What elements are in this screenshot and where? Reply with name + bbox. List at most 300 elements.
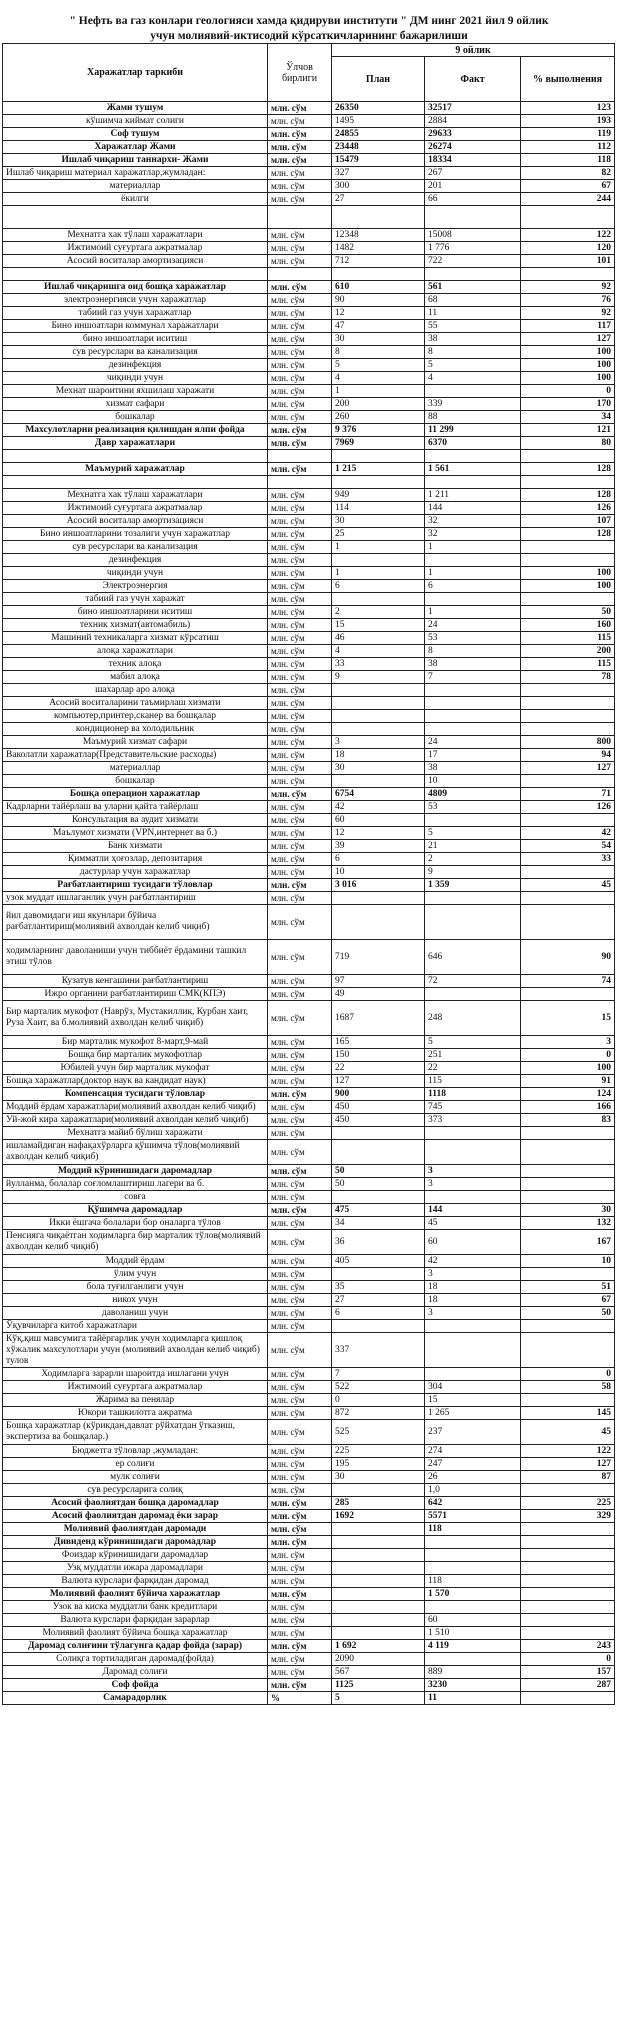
row-plan-cell bbox=[332, 1627, 425, 1640]
row-plan-cell: 1 692 bbox=[332, 1640, 425, 1653]
row-percent-cell: 107 bbox=[521, 515, 615, 528]
row-unit-cell: млн. сўм bbox=[268, 1368, 332, 1381]
table-row bbox=[3, 398, 615, 411]
row-unit-cell: млн. сўм bbox=[268, 463, 332, 476]
table-row bbox=[3, 255, 615, 268]
row-plan-cell: 1495 bbox=[332, 115, 425, 128]
row-plan-cell: 60 bbox=[332, 814, 425, 827]
row-name-cell: Фоиздар кўринишидаги даромадлар bbox=[3, 1549, 268, 1562]
row-unit-cell: млн. сўм bbox=[268, 1062, 332, 1075]
row-percent-cell: 10 bbox=[521, 1255, 615, 1268]
table-row bbox=[3, 1575, 615, 1588]
row-plan-cell: 200 bbox=[332, 398, 425, 411]
row-percent-cell: 128 bbox=[521, 463, 615, 476]
row-unit-cell: млн. сўм bbox=[268, 359, 332, 372]
row-plan-cell: 260 bbox=[332, 411, 425, 424]
row-name-cell: Пенсияга чиқаётган ходимларга бир марталик тўлов(молиявий ахволдан келиб чиқиб) bbox=[3, 1230, 268, 1255]
row-fact-cell bbox=[425, 814, 521, 827]
row-name-cell bbox=[3, 268, 268, 281]
row-plan-cell: 34 bbox=[332, 1217, 425, 1230]
table-row bbox=[3, 1268, 615, 1281]
row-name-cell: Ишлаб чиқаришга оид бошқа харажатлар bbox=[3, 281, 268, 294]
row-percent-cell: 90 bbox=[521, 940, 615, 975]
row-fact-cell: 4 119 bbox=[425, 1640, 521, 1653]
row-plan-cell bbox=[332, 1320, 425, 1333]
row-plan-cell: 450 bbox=[332, 1101, 425, 1114]
table-row bbox=[3, 567, 615, 580]
row-name-cell: бино иншоатлари иситиш bbox=[3, 333, 268, 346]
row-percent-cell: 91 bbox=[521, 1075, 615, 1088]
row-percent-cell: 126 bbox=[521, 801, 615, 814]
table-row bbox=[3, 1062, 615, 1075]
row-name-cell: мабил алоқа bbox=[3, 671, 268, 684]
row-fact-cell: 1 265 bbox=[425, 1407, 521, 1420]
row-plan-cell: 7969 bbox=[332, 437, 425, 450]
row-plan-cell: 127 bbox=[332, 1075, 425, 1088]
row-name-cell: Қўшимча даромадлар bbox=[3, 1204, 268, 1217]
table-row bbox=[3, 541, 615, 554]
row-fact-cell: 1 510 bbox=[425, 1627, 521, 1640]
row-unit-cell: млн. сўм bbox=[268, 593, 332, 606]
row-name-cell: Соф фойда bbox=[3, 1679, 268, 1692]
row-unit-cell: млн. сўм bbox=[268, 1114, 332, 1127]
row-fact-cell: 32 bbox=[425, 528, 521, 541]
table-row bbox=[3, 1101, 615, 1114]
row-name-cell: табиий газ учун харажат bbox=[3, 593, 268, 606]
row-fact-cell bbox=[425, 593, 521, 606]
row-unit-cell: млн. сўм bbox=[268, 333, 332, 346]
row-percent-cell bbox=[521, 1178, 615, 1191]
row-percent-cell: 193 bbox=[521, 115, 615, 128]
row-name-cell: Ўқувчиларга китоб харажатлари bbox=[3, 1320, 268, 1333]
row-percent-cell bbox=[521, 1627, 615, 1640]
row-plan-cell: 97 bbox=[332, 975, 425, 988]
row-unit-cell: млн. сўм bbox=[268, 229, 332, 242]
row-unit-cell: млн. сўм bbox=[268, 1049, 332, 1062]
row-plan-cell: 114 bbox=[332, 502, 425, 515]
row-name-cell: Компенсация тусидаги тўловлар bbox=[3, 1088, 268, 1101]
row-percent-cell: 94 bbox=[521, 749, 615, 762]
row-fact-cell: 6 bbox=[425, 580, 521, 593]
table-row bbox=[3, 1088, 615, 1101]
row-unit-cell: млн. сўм bbox=[268, 940, 332, 975]
table-row bbox=[3, 193, 615, 206]
row-name-cell: чиқинди учун bbox=[3, 567, 268, 580]
row-percent-cell bbox=[521, 775, 615, 788]
row-percent-cell: 115 bbox=[521, 658, 615, 671]
row-name-cell: Мехнат шароитини яхшилаш харажати bbox=[3, 385, 268, 398]
row-name-cell: Даромад солиғи bbox=[3, 1666, 268, 1679]
row-plan-cell: 405 bbox=[332, 1255, 425, 1268]
row-name-cell: хизмат сафари bbox=[3, 398, 268, 411]
table-row bbox=[3, 775, 615, 788]
row-plan-cell: 23448 bbox=[332, 141, 425, 154]
table-row bbox=[3, 1471, 615, 1484]
row-fact-cell: 237 bbox=[425, 1420, 521, 1445]
row-name-cell: ишламайдиган нафақахўрларга қўшимча тўлов(молиявий ахволдан келиб чиқиб) bbox=[3, 1140, 268, 1165]
row-unit-cell: млн. сўм bbox=[268, 515, 332, 528]
row-name-cell: сув ресурслари ва канализация bbox=[3, 346, 268, 359]
row-percent-cell: 0 bbox=[521, 385, 615, 398]
row-fact-cell: 6370 bbox=[425, 437, 521, 450]
row-fact-cell bbox=[425, 1368, 521, 1381]
row-plan-cell: 225 bbox=[332, 1445, 425, 1458]
table-row bbox=[3, 749, 615, 762]
row-unit-cell: млн. сўм bbox=[268, 1549, 332, 1562]
row-name-cell: материаллар bbox=[3, 180, 268, 193]
row-plan-cell: 6754 bbox=[332, 788, 425, 801]
row-fact-cell bbox=[425, 1653, 521, 1666]
row-percent-cell: 51 bbox=[521, 1281, 615, 1294]
row-unit-cell: млн. сўм bbox=[268, 1666, 332, 1679]
row-unit-cell: млн. сўм bbox=[268, 1523, 332, 1536]
row-name-cell: техник алоқа bbox=[3, 658, 268, 671]
row-unit-cell: млн. сўм bbox=[268, 346, 332, 359]
row-unit-cell: млн. сўм bbox=[268, 567, 332, 580]
row-percent-cell: 34 bbox=[521, 411, 615, 424]
row-percent-cell bbox=[521, 268, 615, 281]
row-fact-cell: 24 bbox=[425, 619, 521, 632]
row-fact-cell bbox=[425, 988, 521, 1001]
row-unit-cell: млн. сўм bbox=[268, 975, 332, 988]
row-unit-cell: млн. сўм bbox=[268, 115, 332, 128]
row-plan-cell: 27 bbox=[332, 193, 425, 206]
row-fact-cell: 1 561 bbox=[425, 463, 521, 476]
table-row bbox=[3, 671, 615, 684]
row-plan-cell bbox=[332, 476, 425, 489]
table-row bbox=[3, 424, 615, 437]
row-unit-cell: млн. сўм bbox=[268, 294, 332, 307]
row-fact-cell: 18 bbox=[425, 1294, 521, 1307]
table-row bbox=[3, 1204, 615, 1217]
row-name-cell: Ходимларга зарарли шароитда ишлагани учун bbox=[3, 1368, 268, 1381]
row-name-cell: табиий газ учун харажатлар bbox=[3, 307, 268, 320]
table-row bbox=[3, 853, 615, 866]
row-plan-cell bbox=[332, 1601, 425, 1614]
row-fact-cell: 1 bbox=[425, 541, 521, 554]
table-row bbox=[3, 1140, 615, 1165]
row-plan-cell: 47 bbox=[332, 320, 425, 333]
row-name-cell: Ижтимоий суғуртага ажратмалар bbox=[3, 1381, 268, 1394]
row-plan-cell bbox=[332, 554, 425, 567]
row-fact-cell: 1118 bbox=[425, 1088, 521, 1101]
row-percent-cell bbox=[521, 476, 615, 489]
row-percent-cell bbox=[521, 1484, 615, 1497]
row-plan-cell bbox=[332, 1562, 425, 1575]
row-percent-cell bbox=[521, 892, 615, 905]
row-fact-cell: 88 bbox=[425, 411, 521, 424]
row-percent-cell bbox=[521, 684, 615, 697]
row-fact-cell: 1 211 bbox=[425, 489, 521, 502]
row-unit-cell: млн. сўм bbox=[268, 606, 332, 619]
row-name-cell: Бошқа бир марталик мукофотлар bbox=[3, 1049, 268, 1062]
row-name-cell: Икки ёшгача болалари бор оналарга тўлов bbox=[3, 1217, 268, 1230]
row-fact-cell: 144 bbox=[425, 502, 521, 515]
row-plan-cell: 36 bbox=[332, 1230, 425, 1255]
row-name-cell: Асосий фаолиятдан бошқа даромадлар bbox=[3, 1497, 268, 1510]
row-plan-cell: 1692 bbox=[332, 1510, 425, 1523]
row-fact-cell: 722 bbox=[425, 255, 521, 268]
row-percent-cell: 82 bbox=[521, 167, 615, 180]
row-percent-cell bbox=[521, 1692, 615, 1705]
table-row bbox=[3, 1497, 615, 1510]
table-row bbox=[3, 320, 615, 333]
header-period: 9 ойлик bbox=[332, 44, 615, 57]
row-unit-cell: млн. сўм bbox=[268, 154, 332, 167]
row-name-cell: Самарадорлик bbox=[3, 1692, 268, 1705]
row-name-cell: Асосий воситалар амортизацияси bbox=[3, 255, 268, 268]
row-fact-cell: 304 bbox=[425, 1381, 521, 1394]
row-percent-cell: 92 bbox=[521, 281, 615, 294]
row-name-cell: Юбилей учун бир марталик мукофат bbox=[3, 1062, 268, 1075]
row-fact-cell: 1,0 bbox=[425, 1484, 521, 1497]
row-plan-cell: 8 bbox=[332, 346, 425, 359]
row-fact-cell: 4809 bbox=[425, 788, 521, 801]
row-percent-cell: 132 bbox=[521, 1217, 615, 1230]
row-plan-cell bbox=[332, 1140, 425, 1165]
table-row bbox=[3, 940, 615, 975]
row-plan-cell: 12 bbox=[332, 827, 425, 840]
table-row bbox=[3, 281, 615, 294]
row-plan-cell bbox=[332, 1268, 425, 1281]
row-percent-cell: 121 bbox=[521, 424, 615, 437]
row-plan-cell: 949 bbox=[332, 489, 425, 502]
row-unit-cell: млн. сўм bbox=[268, 1381, 332, 1394]
row-percent-cell bbox=[521, 1165, 615, 1178]
header-cost-structure: Харажатлар таркиби bbox=[3, 44, 268, 102]
table-row bbox=[3, 372, 615, 385]
table-row bbox=[3, 1394, 615, 1407]
row-fact-cell bbox=[425, 1191, 521, 1204]
table-row bbox=[3, 385, 615, 398]
row-name-cell: Бир марталик мукофот 8-март,9-май bbox=[3, 1036, 268, 1049]
row-plan-cell: 337 bbox=[332, 1333, 425, 1368]
table-row bbox=[3, 1458, 615, 1471]
table-row bbox=[3, 710, 615, 723]
row-unit-cell: млн. сўм bbox=[268, 658, 332, 671]
table-row bbox=[3, 1178, 615, 1191]
row-percent-cell: 112 bbox=[521, 141, 615, 154]
row-name-cell: Маъмурий харажатлар bbox=[3, 463, 268, 476]
row-unit-cell: млн. сўм bbox=[268, 489, 332, 502]
row-unit-cell: млн. сўм bbox=[268, 1562, 332, 1575]
row-fact-cell: 646 bbox=[425, 940, 521, 975]
row-percent-cell: 117 bbox=[521, 320, 615, 333]
table-row bbox=[3, 242, 615, 255]
row-plan-cell: 4 bbox=[332, 372, 425, 385]
row-plan-cell: 42 bbox=[332, 801, 425, 814]
row-plan-cell: 30 bbox=[332, 333, 425, 346]
row-plan-cell: 6 bbox=[332, 1307, 425, 1320]
row-plan-cell bbox=[332, 1523, 425, 1536]
row-plan-cell: 522 bbox=[332, 1381, 425, 1394]
table-row bbox=[3, 102, 615, 115]
row-plan-cell bbox=[332, 1588, 425, 1601]
table-row bbox=[3, 1217, 615, 1230]
row-name-cell: ёкилги bbox=[3, 193, 268, 206]
row-fact-cell: 21 bbox=[425, 840, 521, 853]
table-row bbox=[3, 502, 615, 515]
row-percent-cell bbox=[521, 1320, 615, 1333]
row-unit-cell: млн. сўм bbox=[268, 1601, 332, 1614]
row-fact-cell: 144 bbox=[425, 1204, 521, 1217]
row-unit-cell: млн. сўм bbox=[268, 723, 332, 736]
row-percent-cell: 126 bbox=[521, 502, 615, 515]
row-unit-cell: млн. сўм bbox=[268, 1307, 332, 1320]
row-name-cell: чиқинди учун bbox=[3, 372, 268, 385]
row-unit-cell: млн. сўм bbox=[268, 281, 332, 294]
row-unit-cell: млн. сўм bbox=[268, 1333, 332, 1368]
row-name-cell: шахарлар аро алоқа bbox=[3, 684, 268, 697]
row-unit-cell: млн. сўм bbox=[268, 879, 332, 892]
row-unit-cell: млн. сўм bbox=[268, 1127, 332, 1140]
row-name-cell: Мехнатга майиб бўлиш харажати bbox=[3, 1127, 268, 1140]
table-row bbox=[3, 879, 615, 892]
row-name-cell: Ижро органини рағбатлантириш СМК(КПЭ) bbox=[3, 988, 268, 1001]
row-unit-cell: млн. сўм bbox=[268, 684, 332, 697]
table-row bbox=[3, 619, 615, 632]
row-unit-cell: млн. сўм bbox=[268, 242, 332, 255]
row-percent-cell: 200 bbox=[521, 645, 615, 658]
row-name-cell: дезинфекция bbox=[3, 359, 268, 372]
row-plan-cell bbox=[332, 1127, 425, 1140]
row-name-cell: бино иншоатларини иситиш bbox=[3, 606, 268, 619]
table-row bbox=[3, 307, 615, 320]
row-unit-cell: млн. сўм bbox=[268, 619, 332, 632]
row-percent-cell: 244 bbox=[521, 193, 615, 206]
row-fact-cell: 3 bbox=[425, 1307, 521, 1320]
table-row bbox=[3, 1549, 615, 1562]
row-unit-cell: млн. сўм bbox=[268, 528, 332, 541]
row-name-cell: Бошқа харажатлар(доктор наук ва кандидат наук) bbox=[3, 1075, 268, 1088]
row-name-cell: Ижтимоий суғуртага ажратмалар bbox=[3, 502, 268, 515]
row-fact-cell: 60 bbox=[425, 1230, 521, 1255]
table-row bbox=[3, 1307, 615, 1320]
row-fact-cell bbox=[425, 697, 521, 710]
row-plan-cell: 5 bbox=[332, 359, 425, 372]
row-percent-cell bbox=[521, 1549, 615, 1562]
row-percent-cell: 101 bbox=[521, 255, 615, 268]
row-fact-cell: 1 bbox=[425, 567, 521, 580]
row-unit-cell: млн. сўм bbox=[268, 892, 332, 905]
table-row bbox=[3, 515, 615, 528]
report-title bbox=[0, 14, 618, 44]
row-name-cell: Қимматли ҳоғозлар, депозитария bbox=[3, 853, 268, 866]
row-name-cell: Мехнатга хак тўлаш харажатлари bbox=[3, 489, 268, 502]
row-percent-cell: 3 bbox=[521, 1036, 615, 1049]
row-percent-cell: 157 bbox=[521, 1666, 615, 1679]
row-unit-cell: млн. сўм bbox=[268, 1394, 332, 1407]
row-fact-cell: 118 bbox=[425, 1523, 521, 1536]
row-unit-cell: млн. сўм bbox=[268, 840, 332, 853]
row-percent-cell: 118 bbox=[521, 154, 615, 167]
row-unit-cell: млн. сўм bbox=[268, 788, 332, 801]
row-name-cell: Маъмурий хизмат сафари bbox=[3, 736, 268, 749]
row-fact-cell: 267 bbox=[425, 167, 521, 180]
row-percent-cell: 15 bbox=[521, 1001, 615, 1036]
row-fact-cell: 72 bbox=[425, 975, 521, 988]
row-percent-cell: 166 bbox=[521, 1101, 615, 1114]
row-unit-cell: млн. сўм bbox=[268, 1320, 332, 1333]
row-plan-cell bbox=[332, 1549, 425, 1562]
table-row bbox=[3, 866, 615, 879]
row-name-cell: Бино иншоатларини тозалиги учун харажатлар bbox=[3, 528, 268, 541]
row-unit-cell: млн. сўм bbox=[268, 437, 332, 450]
table-row bbox=[3, 801, 615, 814]
row-percent-cell bbox=[521, 988, 615, 1001]
row-fact-cell: 32517 bbox=[425, 102, 521, 115]
row-percent-cell bbox=[521, 1394, 615, 1407]
row-percent-cell: 128 bbox=[521, 489, 615, 502]
row-plan-cell bbox=[332, 206, 425, 229]
row-percent-cell: 78 bbox=[521, 671, 615, 684]
row-name-cell: Моддий кўринишидаги даромадлар bbox=[3, 1165, 268, 1178]
table-row bbox=[3, 1692, 615, 1705]
header-fact: Факт bbox=[425, 57, 521, 102]
table-row bbox=[3, 697, 615, 710]
row-unit-cell: млн. сўм bbox=[268, 580, 332, 593]
row-name-cell: Валюта курслари фарқидан даромад bbox=[3, 1575, 268, 1588]
row-name-cell: сув ресурсларига солиқ bbox=[3, 1484, 268, 1497]
row-percent-cell bbox=[521, 1127, 615, 1140]
row-plan-cell: 1 bbox=[332, 541, 425, 554]
row-name-cell: кондиционер ва холодильник bbox=[3, 723, 268, 736]
row-percent-cell: 122 bbox=[521, 229, 615, 242]
table-row bbox=[3, 115, 615, 128]
row-name-cell: Банк хизмати bbox=[3, 840, 268, 853]
row-fact-cell: 642 bbox=[425, 1497, 521, 1510]
row-name-cell: бошкалар bbox=[3, 775, 268, 788]
row-fact-cell: 251 bbox=[425, 1049, 521, 1062]
row-plan-cell bbox=[332, 905, 425, 940]
table-row bbox=[3, 736, 615, 749]
financial-indicators-table bbox=[2, 43, 615, 1705]
row-name-cell: бошкалар bbox=[3, 411, 268, 424]
row-fact-cell: 42 bbox=[425, 1255, 521, 1268]
row-percent-cell: 120 bbox=[521, 242, 615, 255]
table-row bbox=[3, 1381, 615, 1394]
table-row bbox=[3, 1523, 615, 1536]
table-row bbox=[3, 1640, 615, 1653]
row-name-cell: Электроэнергия bbox=[3, 580, 268, 593]
row-plan-cell bbox=[332, 1191, 425, 1204]
table-row bbox=[3, 411, 615, 424]
header-plan: План bbox=[332, 57, 425, 102]
row-unit-cell: млн. сўм bbox=[268, 1255, 332, 1268]
row-percent-cell bbox=[521, 1536, 615, 1549]
row-fact-cell: 29633 bbox=[425, 128, 521, 141]
row-fact-cell: 5571 bbox=[425, 1510, 521, 1523]
row-plan-cell: 30 bbox=[332, 762, 425, 775]
row-name-cell: алоқа харажатлари bbox=[3, 645, 268, 658]
table-row bbox=[3, 1320, 615, 1333]
row-unit-cell: млн. сўм bbox=[268, 1510, 332, 1523]
row-percent-cell: 67 bbox=[521, 180, 615, 193]
table-row bbox=[3, 346, 615, 359]
row-unit-cell: млн. сўм bbox=[268, 1230, 332, 1255]
row-unit-cell: млн. сўм bbox=[268, 671, 332, 684]
row-name-cell: Валюта курслари фарқидан зарарлар bbox=[3, 1614, 268, 1627]
row-fact-cell: 22 bbox=[425, 1062, 521, 1075]
row-percent-cell: 127 bbox=[521, 762, 615, 775]
row-unit-cell: млн. сўм bbox=[268, 710, 332, 723]
row-unit-cell: млн. сўм bbox=[268, 372, 332, 385]
row-unit-cell: млн. сўм bbox=[268, 1536, 332, 1549]
row-fact-cell: 26274 bbox=[425, 141, 521, 154]
row-percent-cell: 123 bbox=[521, 102, 615, 115]
report-title-line2: учун молиявий-иктисодий кўрсаткичларининг бажарилиши bbox=[150, 30, 468, 42]
row-plan-cell: 1 215 bbox=[332, 463, 425, 476]
